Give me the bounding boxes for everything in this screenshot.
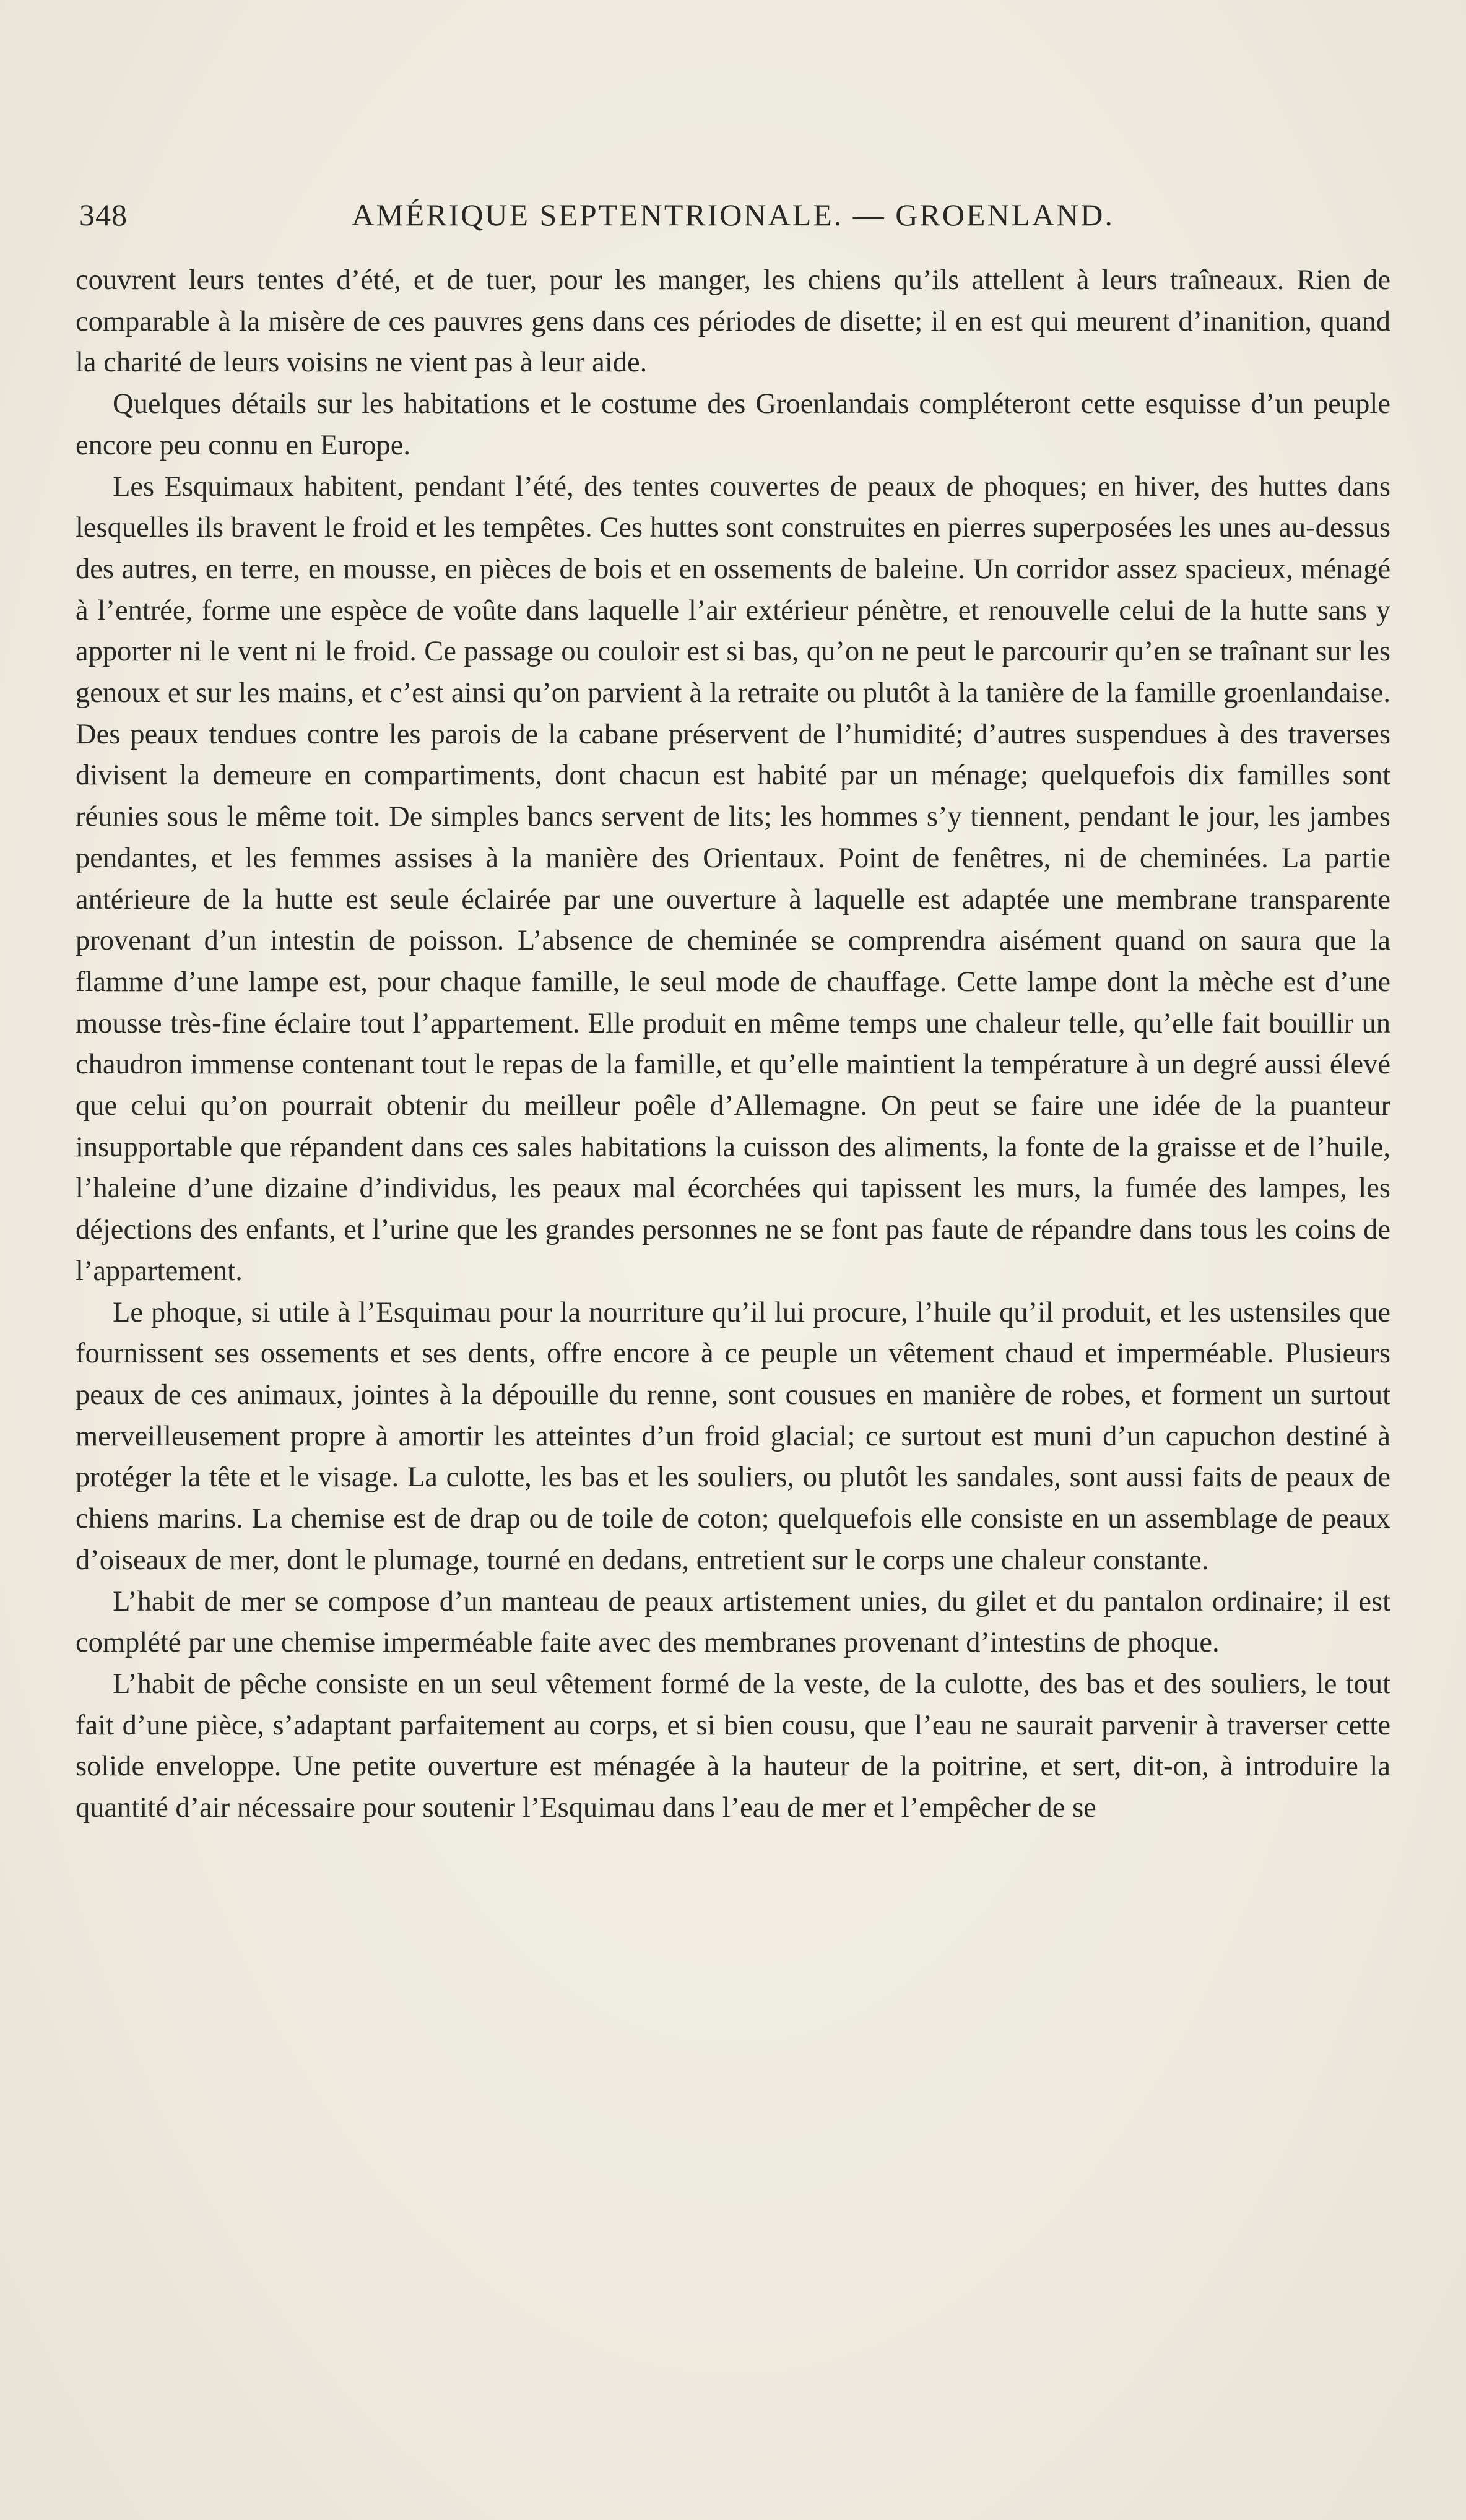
- running-title: AMÉRIQUE SEPTENTRIONALE. — GROENLAND.: [352, 197, 1114, 232]
- page-header: [79, 189, 1387, 241]
- paragraph-2: Quelques détails sur les habitations et le costume des Groenlandais compléteront cette esquisse d’un peuple encore peu connu en Europe.: [76, 388, 1390, 461]
- paragraph-5: L’habit de mer se compose d’un manteau de peaux artistement unies, du gilet et du pantalon ordinaire; il est complété par une chemise imperméable faite avec des membranes provenant d’intestins de phoque.: [76, 1585, 1390, 1659]
- body-text: [76, 260, 1390, 1829]
- paragraph-3: Les Esquimaux habitent, pendant l’été, des tentes couvertes de peaux de phoques; en hiver, des huttes dans lesquelles ils bravent le froid et les tempêtes. Ces huttes sont construites en pierres superposées les unes au-dessus des autres, en terre, en mousse, en pièces de bois et en ossements de baleine. Un corridor assez spacieux, ménagé à l’entrée, forme une espèce de voûte dans laquelle l’air extérieur pénètre, et renouvelle celui de la hutte sans y apporter ni le vent ni le froid. Ce passage ou couloir est si bas, qu’on ne peut le parcourir qu’en se traînant sur les genoux et sur les mains, et c’est ainsi qu’on parvient à la retraite ou plutôt à la tanière de la famille groenlandaise. Des peaux tendues contre les parois de la cabane préservent de l’humidité; d’autres suspendues à des traverses divisent la demeure en compartiments, dont chacun est habité par un ménage; quelquefois dix familles sont réunies sous le même toit. De simples bancs servent de lits; les hommes s’y tiennent, pendant le jour, les jambes pendantes, et les femmes assises à la manière des Orientaux. Point de fenêtres, ni de cheminées. La partie antérieure de la hutte est seule éclairée par une ouverture à laquelle est adaptée une membrane transparente provenant d’un intestin de poisson. L’absence de cheminée se comprendra aisément quand on saura que la flamme d’une lampe est, pour chaque famille, le seul mode de chauffage. Cette lampe dont la mèche est d’une mousse très-fine éclaire tout l’appartement. Elle produit en même temps une chaleur telle, qu’elle fait bouillir un chaudron immense contenant tout le repas de la famille, et qu’elle maintient la température à un degré aussi élevé que celui qu’on pourrait obtenir du meilleur poêle d’Allemagne. On peut se faire une idée de la puanteur insupportable que répandent dans ces sales habitations la cuisson des aliments, la fonte de la graisse et de l’huile, l’haleine d’une dizaine d’individus, les peaux mal écorchées qui tapissent les murs, la fumée des lampes, les déjections des enfants, et l’urine que les grandes personnes ne se font pas faute de répandre dans tous les coins de l’appartement.: [76, 470, 1390, 1287]
- paragraph-1: couvrent leurs tentes d’été, et de tuer, pour les manger, les chiens qu’ils attellent à leurs traîneaux. Rien de comparable à la misère de ces pauvres gens dans ces périodes de disette; il en est qui meurent d’inanition, quand la charité de leurs voisins ne vient pas à leur aide.: [76, 264, 1390, 379]
- paragraph-6: L’habit de pêche consiste en un seul vêtement formé de la veste, de la culotte, des bas et des souliers, le tout fait d’une pièce, s’adaptant parfaitement au corps, et si bien cousu, que l’eau ne saurait parvenir à traverser cette solide enveloppe. Une petite ouverture est ménagée à la hauteur de la poitrine, et sert, dit-on, à introduire la quantité d’air nécessaire pour soutenir l’Esquimau dans l’eau de mer et l’empêcher de se: [76, 1668, 1390, 1824]
- page-number: 348: [79, 197, 128, 232]
- paragraph-4: Le phoque, si utile à l’Esquimau pour la nourriture qu’il lui procure, l’huile qu’il produit, et les ustensiles que fournissent ses ossements et ses dents, offre encore à ce peuple un vêtement chaud et imperméable. Plusieurs peaux de ces animaux, jointes à la dépouille du renne, sont cousues en manière de robes, et forment un surtout merveilleusement propre à amortir les atteintes d’un froid glacial; ce surtout est muni d’un capuchon destiné à protéger la tête et le visage. La culotte, les bas et les souliers, ou plutôt les sandales, sont aussi faits de peaux de chiens marins. La chemise est de drap ou de toile de coton; quelquefois elle consiste en un assemblage de peaux d’oiseaux de mer, dont le plumage, tourné en dedans, entretient sur le corps une chaleur constante.: [76, 1296, 1390, 1576]
